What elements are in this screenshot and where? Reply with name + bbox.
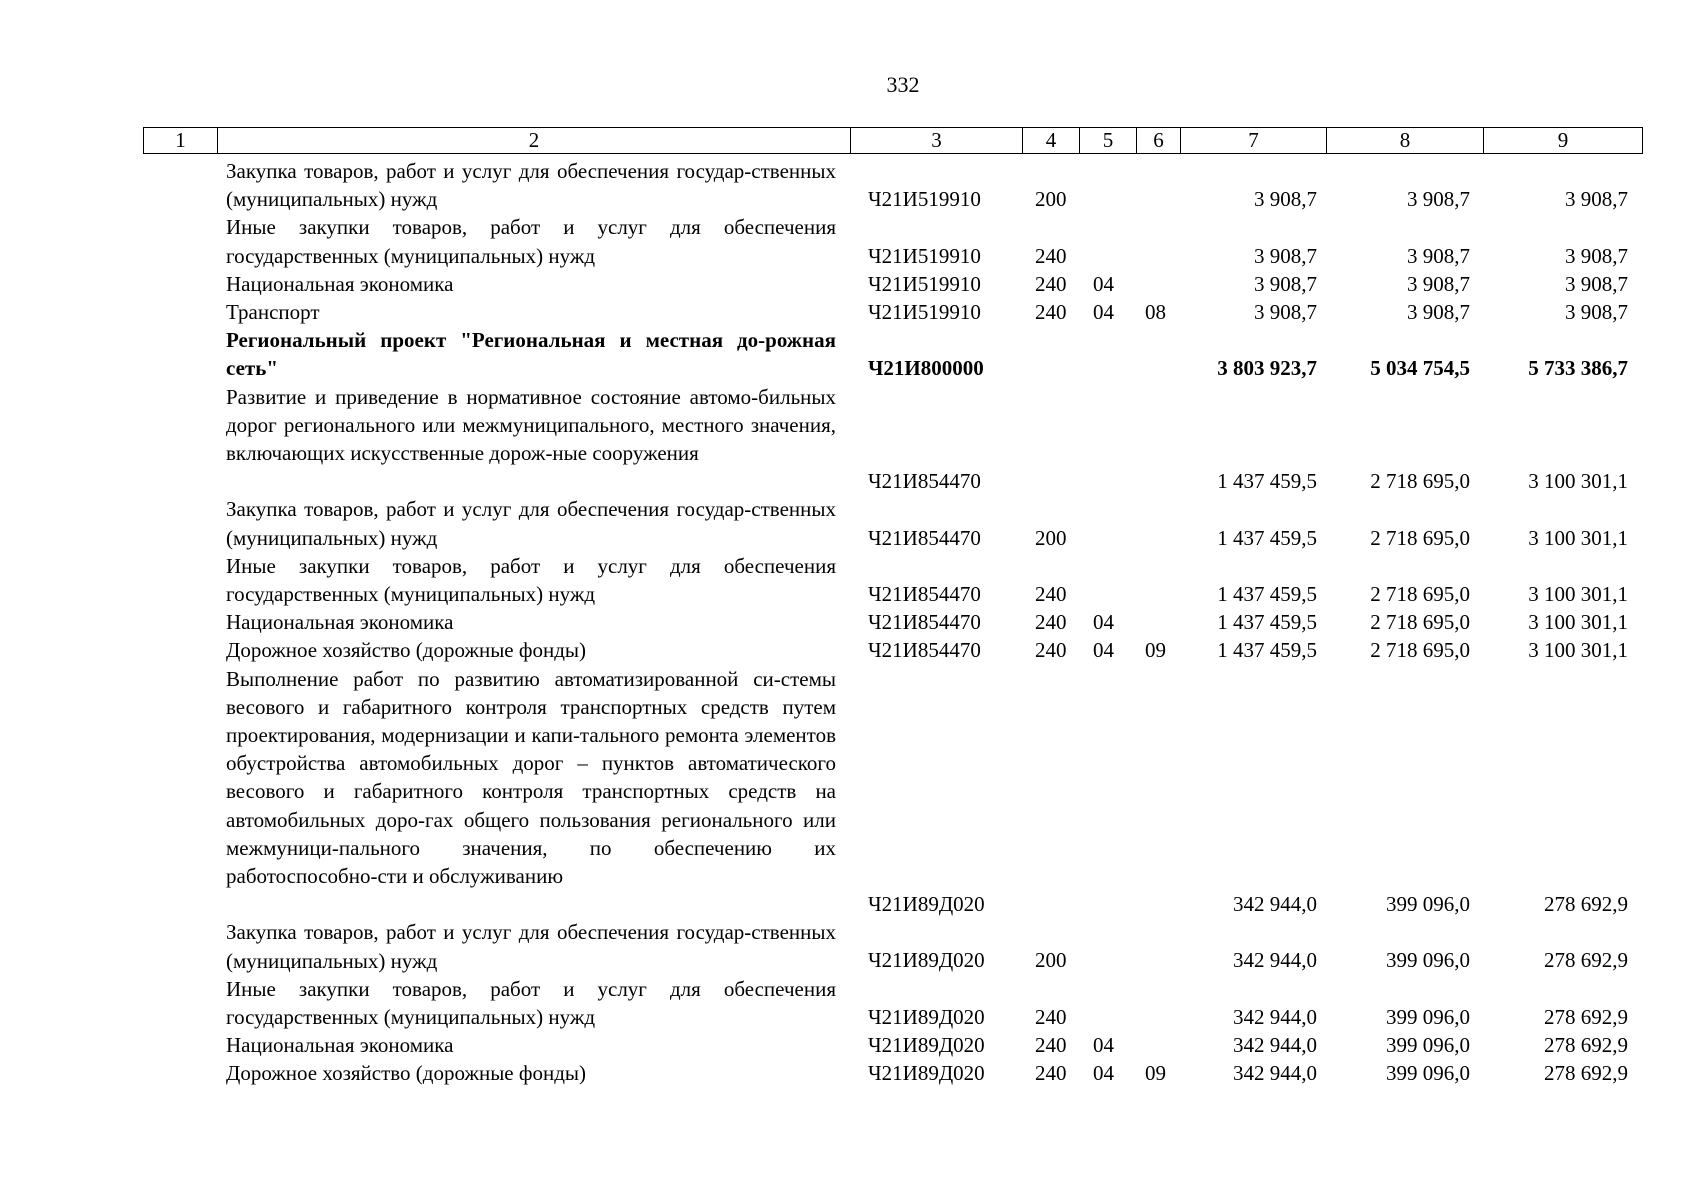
- row-code: Ч21И89Д020: [868, 1061, 985, 1086]
- row-amount-col8: 2 718 695,0: [1370, 638, 1470, 663]
- row-amount-col8: 2 718 695,0: [1370, 525, 1470, 550]
- table-row: [0, 975, 1697, 1031]
- row-description: Закупка товаров, работ и услуг для обеспечения государ-ственных (муниципальных) нужд: [226, 497, 836, 550]
- row-amount-col8: 3 908,7: [1407, 243, 1470, 268]
- row-amount-col7: 1 437 459,5: [1217, 581, 1317, 606]
- row-amount-col7: 342 944,0: [1233, 1061, 1317, 1086]
- row-subsection: 08: [1145, 299, 1166, 324]
- row-amount-col8: 399 096,0: [1386, 948, 1470, 973]
- row-code: Ч21И89Д020: [868, 1004, 985, 1029]
- row-amount-col7: 1 437 459,5: [1217, 525, 1317, 550]
- row-expense-type: 200: [1035, 187, 1067, 212]
- row-amount-col9: 3 100 301,1: [1528, 581, 1628, 606]
- row-section: 04: [1093, 638, 1114, 663]
- row-subsection: 09: [1145, 1061, 1166, 1086]
- table-body: [0, 157, 1697, 1087]
- row-description: Национальная экономика: [226, 271, 454, 296]
- row-expense-type: 200: [1035, 948, 1067, 973]
- row-code: Ч21И854470: [868, 610, 981, 635]
- row-code: Ч21И519910: [868, 243, 981, 268]
- row-amount-col8: 2 718 695,0: [1370, 581, 1470, 606]
- row-description: Развитие и приведение в нормативное состояние автомо-бильных дорог регионального или межмуниципального, местного значения, включающих искусственные дорож-ные сооружения: [226, 384, 836, 465]
- row-section: 04: [1093, 299, 1114, 324]
- row-expense-type: 240: [1035, 299, 1067, 324]
- row-description: Выполнение работ по развитию автоматизированной си-стемы весового и габаритного контроля транспортных средств путем проектирования, модернизации и капи-тального ремонта элементов обустройства автомобильных дорог – пунктов автоматического весового и габаритного контроля транспортных средств на автомобильных доро-гах общего пользования регионального или межмуници-пального значения, по обеспечению их работоспособно-сти и обслуживанию: [226, 666, 836, 888]
- table-row: [0, 157, 1697, 213]
- row-amount-col8: 3 908,7: [1407, 299, 1470, 324]
- row-expense-type: 240: [1035, 1061, 1067, 1086]
- row-amount-col9: 278 692,9: [1544, 948, 1628, 973]
- table-row: [0, 1031, 1697, 1059]
- row-amount-col8: 3 908,7: [1407, 187, 1470, 212]
- row-code: Ч21И519910: [868, 187, 981, 212]
- row-description: Национальная экономика: [226, 1033, 454, 1058]
- row-amount-col9: 278 692,9: [1544, 1033, 1628, 1058]
- row-amount-col7: 1 437 459,5: [1217, 469, 1317, 494]
- row-section: 04: [1093, 1033, 1114, 1058]
- table-row: [0, 552, 1697, 608]
- row-code: Ч21И854470: [868, 638, 981, 663]
- table-row: [0, 665, 1697, 919]
- row-code: Ч21И519910: [868, 299, 981, 324]
- row-expense-type: 240: [1035, 243, 1067, 268]
- row-expense-type: 240: [1035, 271, 1067, 296]
- row-expense-type: 240: [1035, 610, 1067, 635]
- header-col-9: 9: [1483, 128, 1642, 153]
- table-row: [0, 383, 1697, 496]
- row-description: Региональный проект "Региональная и местная до-рожная сеть": [226, 328, 836, 381]
- table-row: [0, 326, 1697, 382]
- row-amount-col9: 3 100 301,1: [1528, 610, 1628, 635]
- row-amount-col9: 278 692,9: [1544, 1004, 1628, 1029]
- row-amount-col7: 1 437 459,5: [1217, 610, 1317, 635]
- row-amount-col7: 3 908,7: [1254, 243, 1317, 268]
- row-subsection: 09: [1145, 638, 1166, 663]
- row-amount-col8: 5 034 754,5: [1370, 356, 1470, 381]
- header-col-6: 6: [1136, 128, 1180, 153]
- row-amount-col8: 2 718 695,0: [1370, 610, 1470, 635]
- table-row: [0, 213, 1697, 269]
- row-amount-col7: 342 944,0: [1233, 1033, 1317, 1058]
- row-amount-col8: 399 096,0: [1386, 1061, 1470, 1086]
- row-description: Иные закупки товаров, работ и услуг для обеспечения государственных (муниципальных) нужд: [226, 553, 836, 606]
- row-code: Ч21И519910: [868, 271, 981, 296]
- row-description: Национальная экономика: [226, 610, 454, 635]
- row-code: Ч21И89Д020: [868, 1033, 985, 1058]
- row-amount-col7: 1 437 459,5: [1217, 638, 1317, 663]
- row-amount-col9: 3 908,7: [1565, 299, 1628, 324]
- row-code: Ч21И89Д020: [868, 892, 985, 917]
- row-amount-col9: 3 100 301,1: [1528, 525, 1628, 550]
- header-col-1: 1: [175, 128, 186, 152]
- row-expense-type: 240: [1035, 1033, 1067, 1058]
- row-description: Транспорт: [226, 299, 320, 324]
- row-amount-col7: 3 908,7: [1254, 271, 1317, 296]
- row-code: Ч21И89Д020: [868, 948, 985, 973]
- row-amount-col8: 3 908,7: [1407, 271, 1470, 296]
- row-description: Закупка товаров, работ и услуг для обеспечения государ-ственных (муниципальных) нужд: [226, 920, 836, 973]
- table-row: [0, 608, 1697, 636]
- row-code: Ч21И800000: [868, 356, 984, 381]
- row-amount-col7: 3 803 923,7: [1217, 356, 1317, 381]
- row-description: Закупка товаров, работ и услуг для обеспечения государ-ственных (муниципальных) нужд: [226, 159, 836, 212]
- row-description: Дорожное хозяйство (дорожные фонды): [226, 1061, 587, 1086]
- row-code: Ч21И854470: [868, 525, 981, 550]
- row-expense-type: 240: [1035, 1004, 1067, 1029]
- row-amount-col9: 3 100 301,1: [1528, 469, 1628, 494]
- table-row: [0, 1059, 1697, 1087]
- header-col-2: 2: [217, 128, 850, 153]
- row-expense-type: 240: [1035, 638, 1067, 663]
- row-amount-col9: 278 692,9: [1544, 1061, 1628, 1086]
- row-description: Дорожное хозяйство (дорожные фонды): [226, 638, 587, 663]
- page-number: 332: [886, 72, 920, 97]
- row-description: Иные закупки товаров, работ и услуг для обеспечения государственных (муниципальных) нужд: [226, 215, 836, 268]
- row-amount-col7: 342 944,0: [1233, 892, 1317, 917]
- row-amount-col8: 399 096,0: [1386, 1004, 1470, 1029]
- row-expense-type: 200: [1035, 525, 1067, 550]
- row-description: Иные закупки товаров, работ и услуг для обеспечения государственных (муниципальных) нужд: [226, 976, 836, 1029]
- row-amount-col7: 342 944,0: [1233, 948, 1317, 973]
- header-col-7: 7: [1180, 128, 1326, 153]
- table-header: [143, 127, 1643, 154]
- row-section: 04: [1093, 271, 1114, 296]
- header-col-3: 3: [850, 128, 1022, 153]
- table-row: [0, 636, 1697, 664]
- row-section: 04: [1093, 610, 1114, 635]
- row-amount-col7: 342 944,0: [1233, 1004, 1317, 1029]
- row-amount-col9: 3 908,7: [1565, 243, 1628, 268]
- row-amount-col8: 399 096,0: [1386, 892, 1470, 917]
- row-amount-col9: 278 692,9: [1544, 892, 1628, 917]
- header-col-5: 5: [1079, 128, 1136, 153]
- row-amount-col7: 3 908,7: [1254, 187, 1317, 212]
- header-col-4: 4: [1022, 128, 1079, 153]
- row-amount-col9: 5 733 386,7: [1528, 356, 1628, 381]
- row-code: Ч21И854470: [868, 581, 981, 606]
- header-col-8: 8: [1326, 128, 1483, 153]
- row-amount-col9: 3 100 301,1: [1528, 638, 1628, 663]
- row-code: Ч21И854470: [868, 469, 981, 494]
- row-amount-col7: 3 908,7: [1254, 299, 1317, 324]
- row-amount-col8: 2 718 695,0: [1370, 469, 1470, 494]
- table-row: [0, 918, 1697, 974]
- row-amount-col9: 3 908,7: [1565, 271, 1628, 296]
- row-section: 04: [1093, 1061, 1114, 1086]
- row-amount-col8: 399 096,0: [1386, 1033, 1470, 1058]
- row-amount-col9: 3 908,7: [1565, 187, 1628, 212]
- table-row: [0, 270, 1697, 298]
- table-row: [0, 495, 1697, 551]
- table-row: [0, 298, 1697, 326]
- row-expense-type: 240: [1035, 581, 1067, 606]
